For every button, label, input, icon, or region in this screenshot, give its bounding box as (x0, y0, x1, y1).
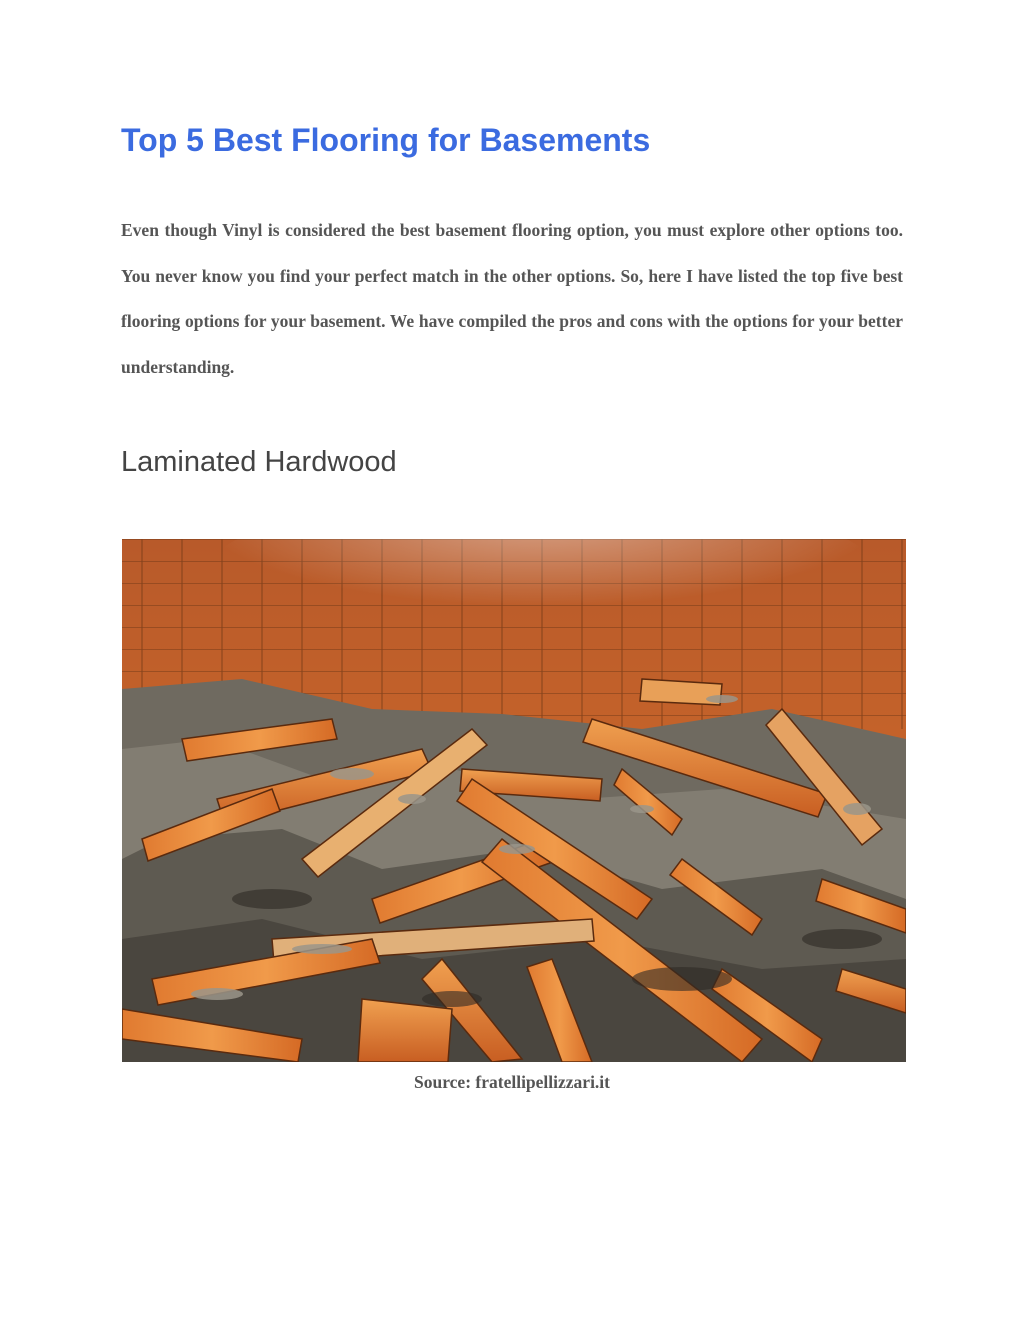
image-caption: Source: fratellipellizzari.it (414, 1072, 610, 1092)
section-heading: Laminated Hardwood (121, 446, 397, 478)
page-title: Top 5 Best Flooring for Basements (121, 122, 651, 158)
intro-paragraph: Even though Vinyl is considered the best basement flooring option, you must explore other options too. You never know you find your perfect match in the other options. So, here I have listed the top five best flooring options for your basement. We have compiled the pros and cons with the options for your better understanding. (121, 220, 903, 377)
damaged-hardwood-floor-photo (122, 539, 906, 1062)
